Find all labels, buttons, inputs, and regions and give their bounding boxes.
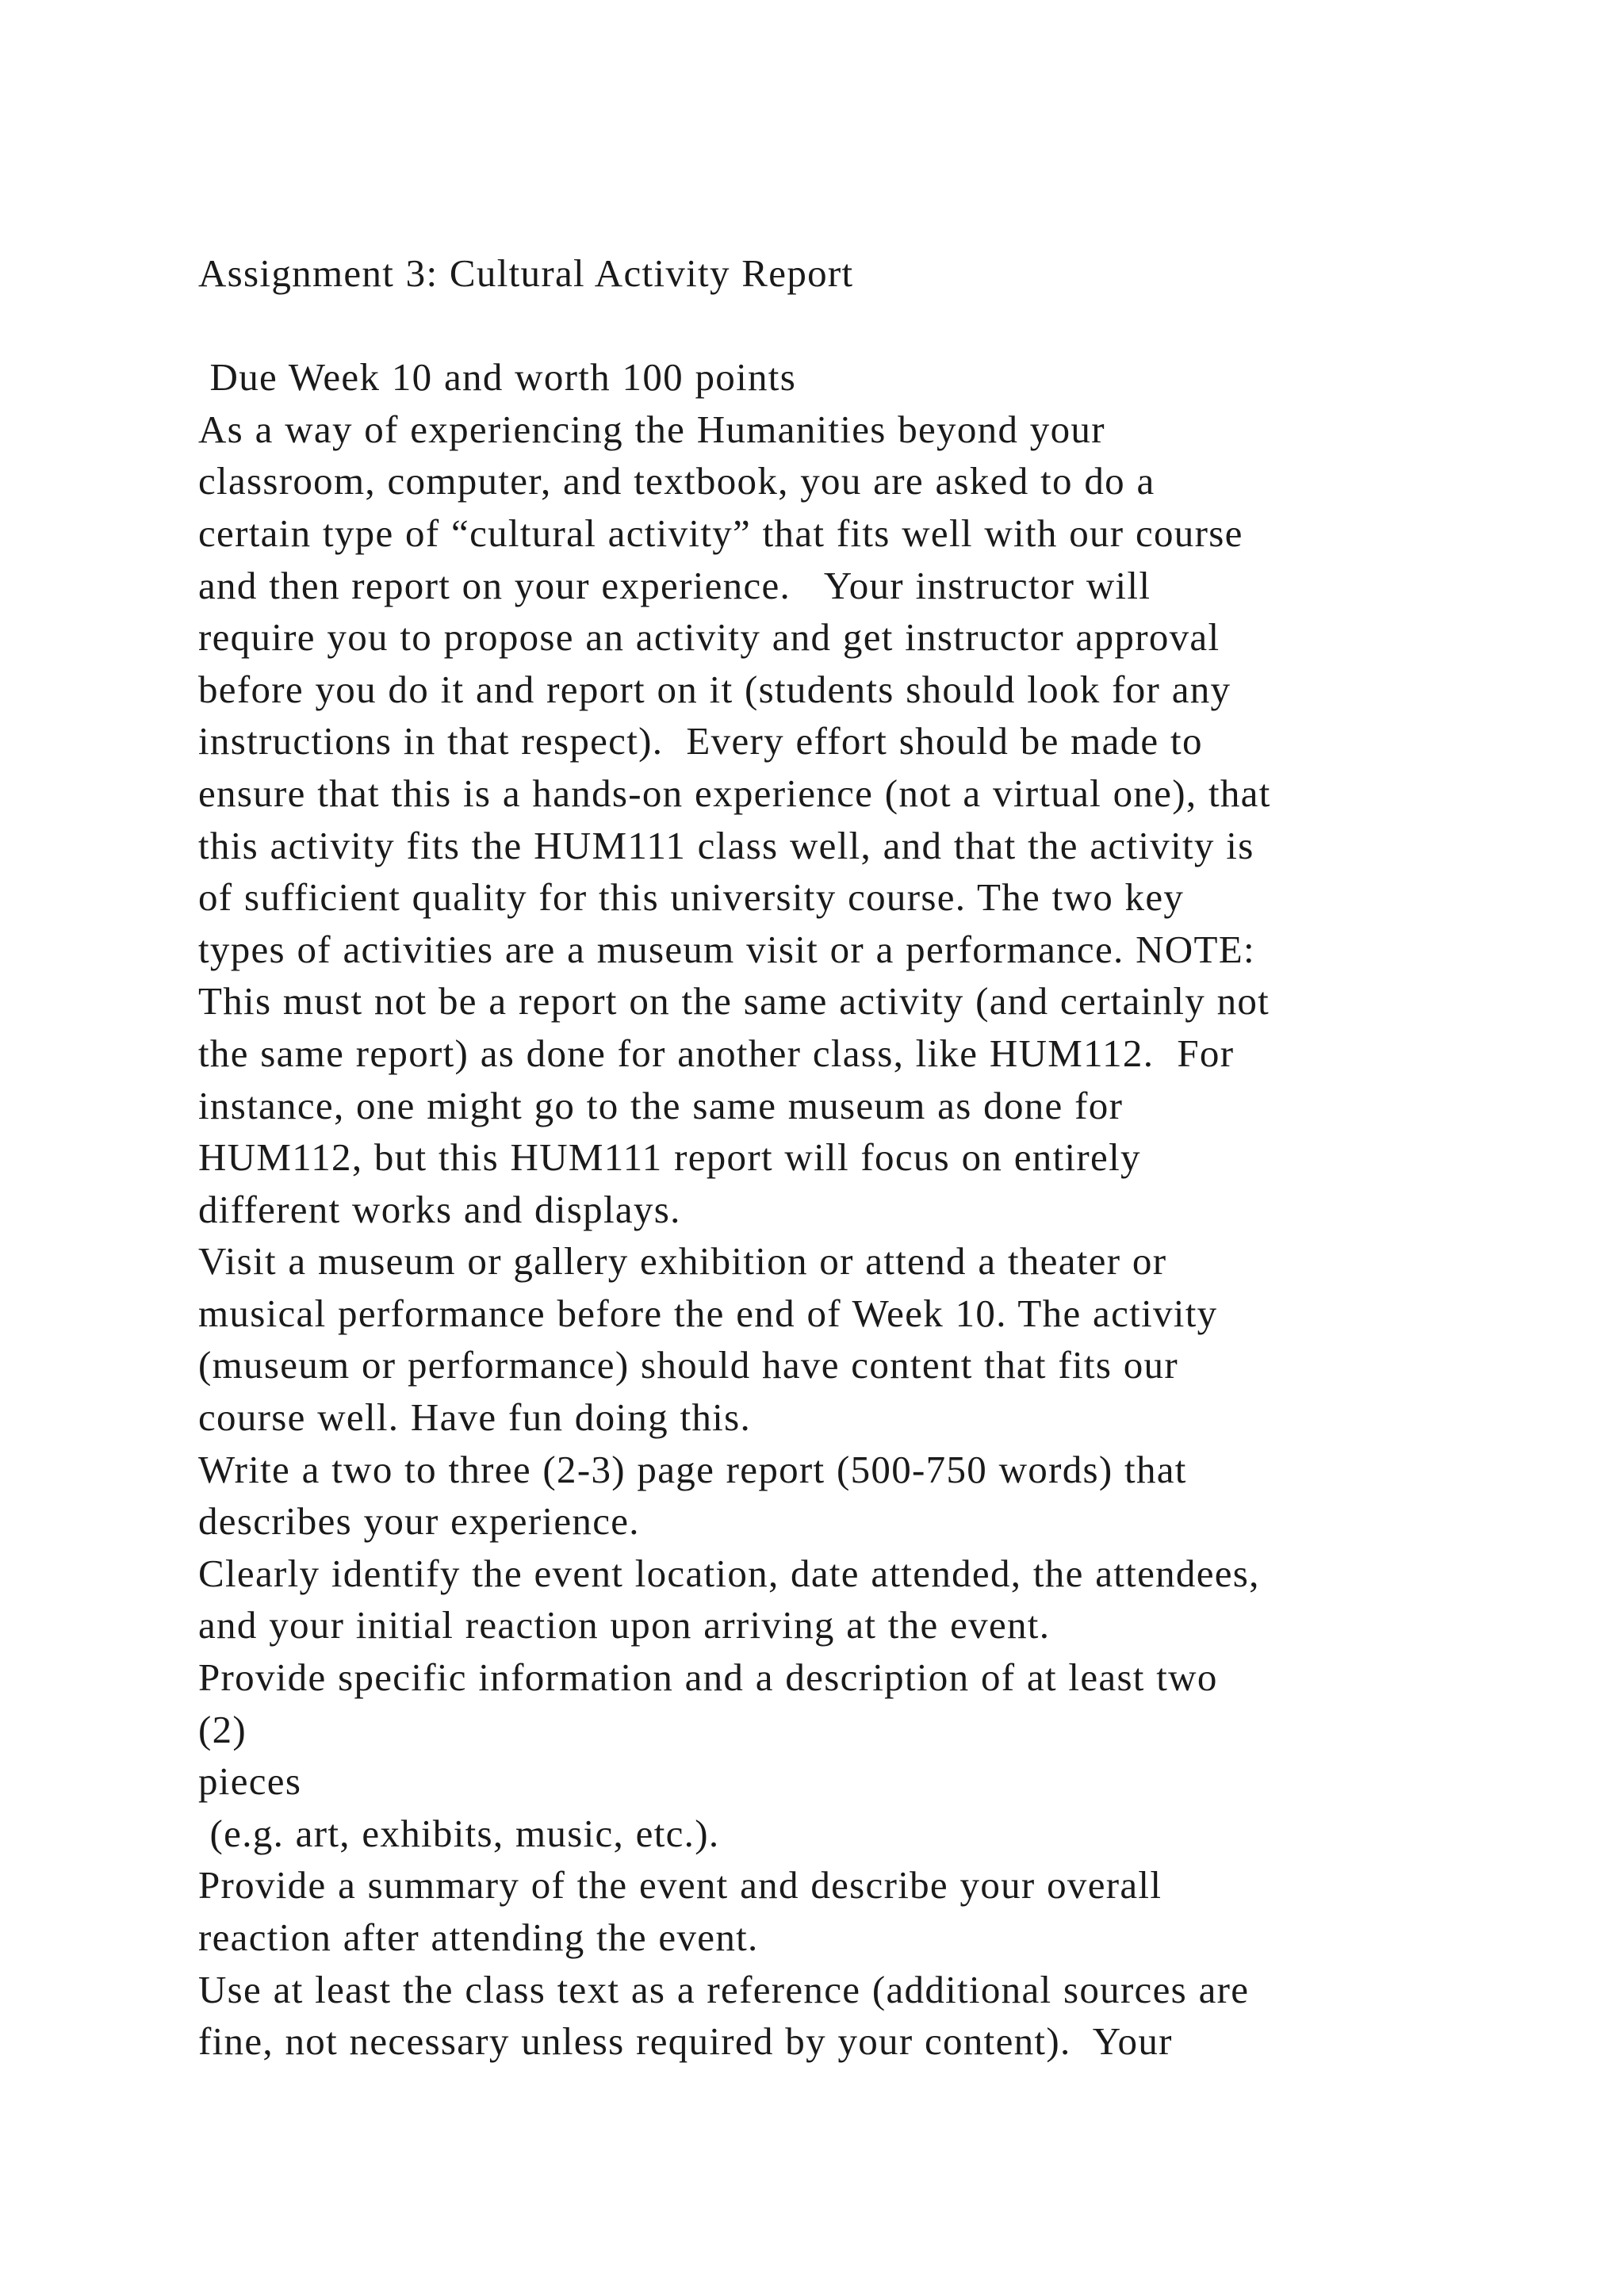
text-line: describes your experience. <box>198 1499 640 1544</box>
text-line: of sufficient quality for this university course. The two key <box>198 875 1185 920</box>
text-line: fine, not necessary unless required by your content). Your <box>198 2019 1173 2064</box>
text-line: instructions in that respect). Every effort should be made to <box>198 719 1203 763</box>
text-line: and your initial reaction upon arriving at the event. <box>198 1603 1051 1647</box>
text-line: this activity fits the HUM111 class well, and that the activity is <box>198 823 1254 867</box>
text-line: certain type of “cultural activity” that fits well with our course <box>198 511 1243 555</box>
text-line: the same report) as done for another class, like HUM112. For <box>198 1031 1235 1075</box>
text-line: musical performance before the end of Week 10. The activity <box>198 1291 1218 1335</box>
text-line: (e.g. art, exhibits, music, etc.). <box>198 1811 720 1855</box>
blank-line <box>198 300 1515 352</box>
text-line: Write a two to three (2-3) page report (500-750 words) that <box>198 1447 1187 1491</box>
text-line: As a way of experiencing the Humanities beyond your <box>198 407 1105 451</box>
text-line: Visit a museum or gallery exhibition or attend a theater or <box>198 1239 1167 1284</box>
text-line: reaction after attending the event. <box>198 1915 759 1959</box>
text-line: types of activities are a museum visit or a performance. NOTE: <box>198 927 1255 971</box>
text-line: ensure that this is a hands-on experience (not a virtual one), that <box>198 771 1271 815</box>
text-line: and then report on your experience. Your instructor will <box>198 563 1151 607</box>
text-line: Clearly identify the event location, date attended, the attendees, <box>198 1551 1260 1595</box>
text-line: (2) <box>198 1707 247 1751</box>
text-line: This must not be a report on the same activity (and certainly not <box>198 979 1270 1024</box>
text-line: instance, one might go to the same museum as done for <box>198 1083 1124 1127</box>
text-line: HUM112, but this HUM111 report will focus on entirely <box>198 1135 1141 1180</box>
text-line: Use at least the class text as a reference (additional sources are <box>198 1967 1250 2011</box>
text-line: classroom, computer, and textbook, you are asked to do a <box>198 459 1155 503</box>
document-body <box>198 247 1515 2068</box>
text-line: pieces <box>198 1759 302 1804</box>
text-line: course well. Have fun doing this. <box>198 1395 752 1440</box>
text-line: Provide a summary of the event and describe your overall <box>198 1863 1162 1908</box>
text-line: before you do it and report on it (students should look for any <box>198 667 1231 711</box>
document-title: Assignment 3: Cultural Activity Report <box>198 251 854 295</box>
text-line: Due Week 10 and worth 100 points <box>198 355 797 400</box>
text-line: different works and displays. <box>198 1187 681 1231</box>
text-line: (museum or performance) should have content that fits our <box>198 1343 1178 1387</box>
text-line: require you to propose an activity and get instructor approval <box>198 615 1220 660</box>
text-line: Provide specific information and a description of at least two <box>198 1655 1218 1700</box>
